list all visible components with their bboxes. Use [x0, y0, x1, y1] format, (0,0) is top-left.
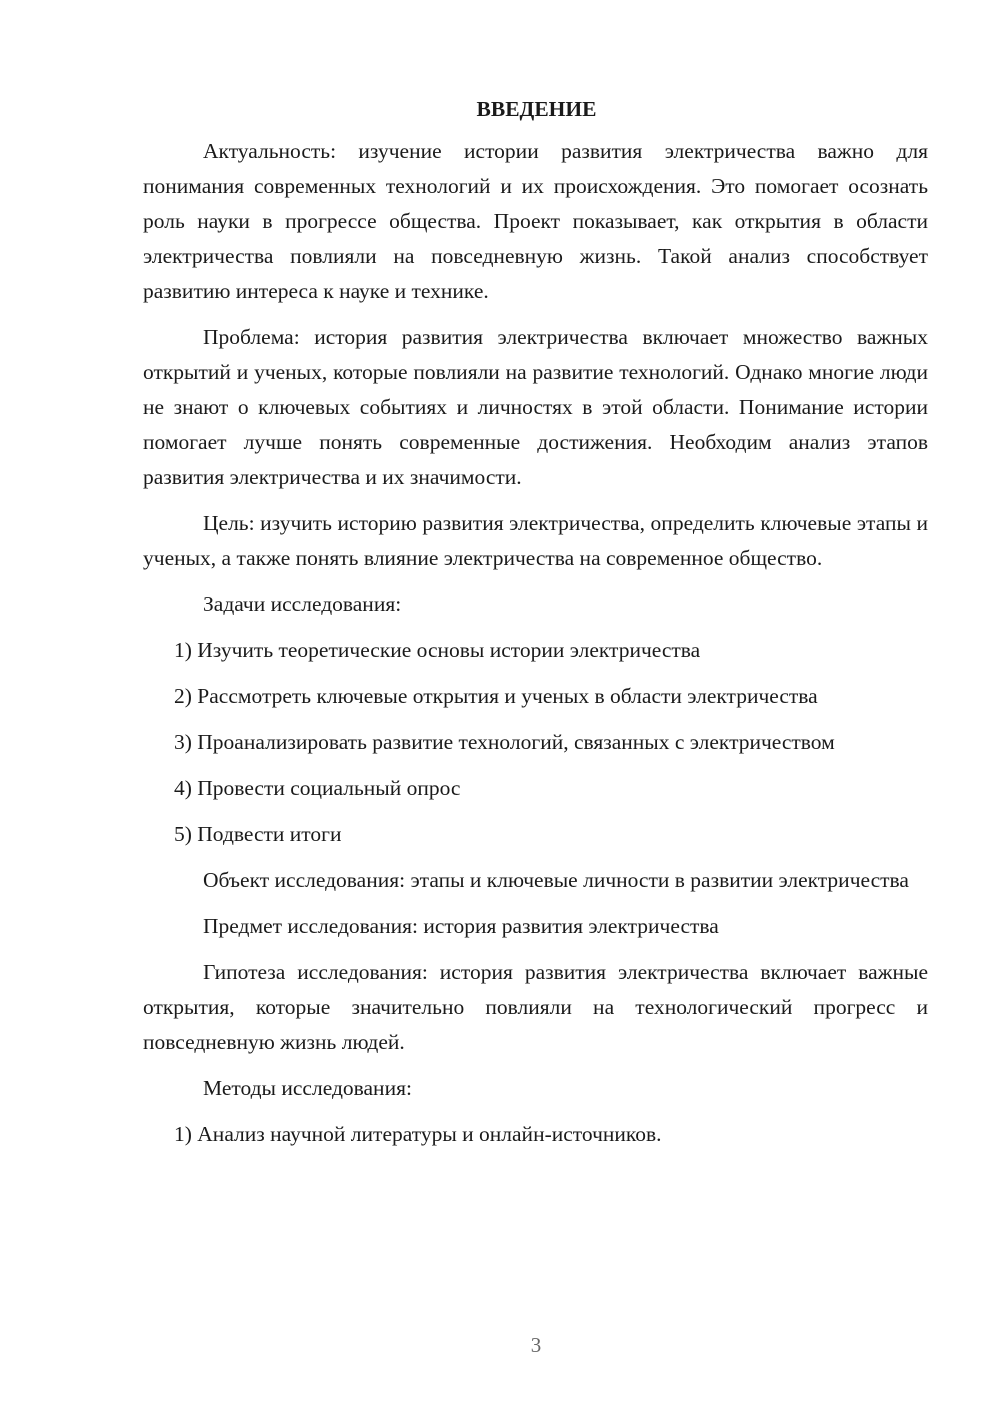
methods-heading: Методы исследования:: [203, 1076, 412, 1100]
task-item: 2) Рассмотреть ключевые открытия и ученых в области электричества: [174, 684, 818, 708]
section-title: ВВЕДЕНИЕ: [476, 97, 597, 121]
paragraph-hypothesis: Гипотеза исследования: история развития электричества включает важные открытия, которые значительно повлияли на технологический прогресс и повседневную жизнь людей.: [143, 960, 928, 1054]
page-number: 3: [530, 1333, 542, 1357]
document-page: [143, 92, 928, 1163]
task-item: 5) Подвести итоги: [174, 822, 342, 846]
paragraph-goal: Цель: изучить историю развития электричества, определить ключевые этапы и ученых, а также понять влияние электричества на современное общество.: [143, 511, 928, 570]
task-item: 1) Изучить теоретические основы истории электричества: [174, 638, 701, 662]
method-item: 1) Анализ научной литературы и онлайн-источников.: [174, 1122, 662, 1146]
paragraph-object: Объект исследования: этапы и ключевые личности в развитии электричества: [203, 868, 909, 892]
paragraph-relevance: Актуальность: изучение истории развития электричества важно для понимания современных технологий и их происхождения. Это помогает осознать роль науки в прогрессе общества. Проект показывает, как открытия в области электричества повлияли на повседневную жизнь. Такой анализ способствует развитию интереса к науке и технике.: [143, 139, 928, 303]
tasks-heading: Задачи исследования:: [203, 592, 402, 616]
paragraph-subject: Предмет исследования: история развития электричества: [203, 914, 719, 938]
paragraph-problem: Проблема: история развития электричества включает множество важных открытий и ученых, которые повлияли на развитие технологий. Однако многие люди не знают о ключевых событиях и личностях в этой области. Понимание истории помогает лучше понять современные достижения. Необходим анализ этапов развития электричества и их значимости.: [143, 325, 928, 489]
task-item: 4) Провести социальный опрос: [174, 776, 461, 800]
task-item: 3) Проанализировать развитие технологий, связанных с электричеством: [174, 730, 835, 754]
